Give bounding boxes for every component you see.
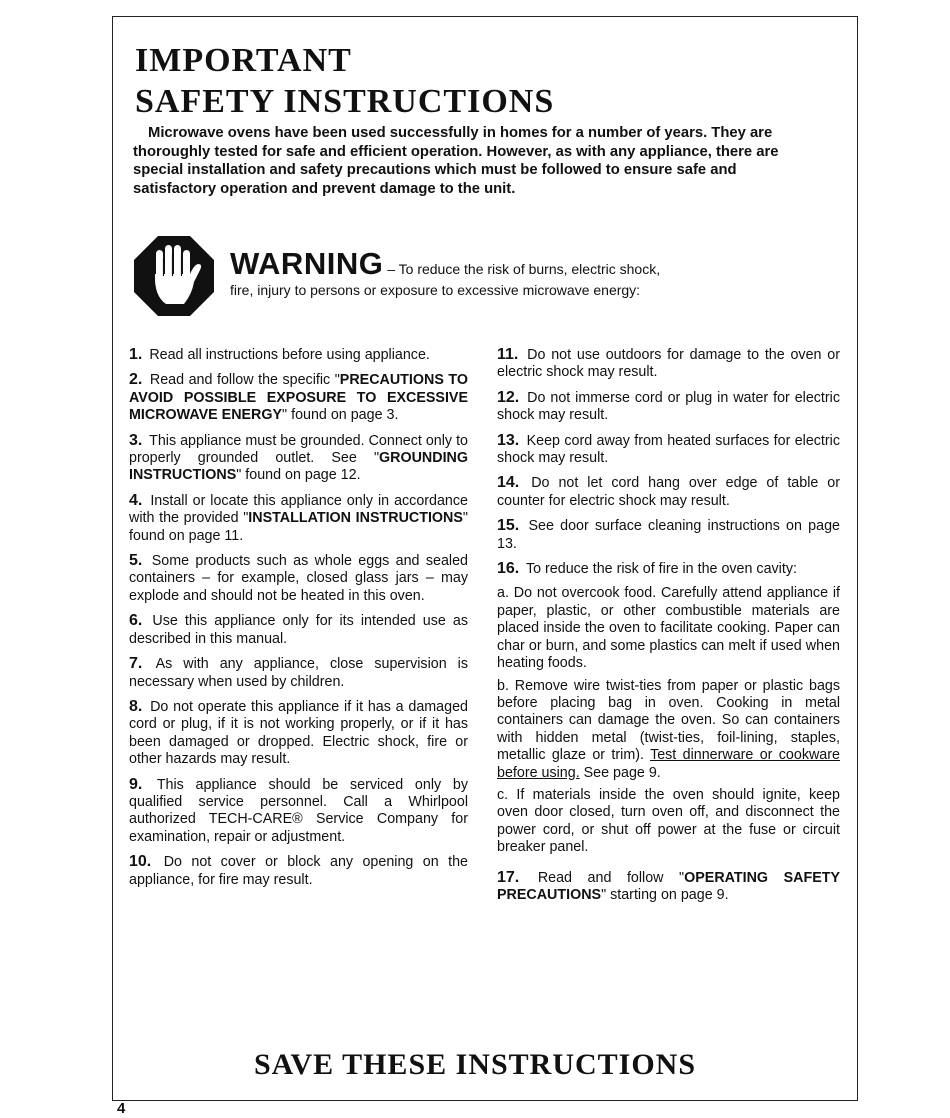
- instruction-item: [497, 389, 840, 425]
- instruction-item: [497, 517, 840, 553]
- item-number: 7.: [129, 655, 143, 673]
- instruction-item: [497, 869, 840, 905]
- item-text: Some products such as whole eggs and sealed containers – for example, closed glass jars – may explode and should not be heated in this oven.: [129, 553, 468, 604]
- item-number: 1.: [129, 346, 143, 363]
- instruction-item: [129, 432, 468, 485]
- item-emphasis: GROUNDING INSTRUCTIONS: [129, 450, 468, 484]
- item-text: Read all instructions before using appliance.: [149, 347, 430, 363]
- item-text: " found on page 12.: [236, 467, 361, 484]
- instruction-item: [497, 560, 840, 578]
- item-number: 9.: [129, 775, 143, 793]
- instruction-item: [129, 552, 468, 605]
- item-text: See page 9.: [579, 764, 661, 781]
- item-number: 10.: [129, 853, 152, 871]
- item-text: " found on page 3.: [282, 407, 399, 424]
- item-number: 6.: [129, 612, 143, 630]
- instructions-right-column: [497, 346, 840, 911]
- item-number: 4.: [129, 491, 143, 509]
- instruction-item: [129, 371, 468, 424]
- item-text: " starting on page 9.: [601, 886, 729, 903]
- instruction-item: [129, 612, 468, 648]
- item-emphasis: OPERATING SAFETY PRECAUTIONS: [497, 869, 841, 903]
- warning-text-line-2: fire, injury to persons or exposure to excessive microwave energy:: [230, 282, 641, 298]
- intro-paragraph: [133, 124, 823, 198]
- item-text: Keep cord away from heated surfaces for electric shock may result.: [497, 432, 840, 467]
- item-text: Use this appliance only for its intended use as described in this manual.: [129, 613, 468, 647]
- instructions-left-column: [129, 346, 468, 896]
- title-line-2: SAFETY INSTRUCTIONS: [135, 83, 555, 120]
- item-text: Do not use outdoors for damage to the oven or electric shock may result.: [497, 347, 840, 381]
- item-text: Read and follow ": [537, 869, 685, 886]
- item-number: 14.: [497, 474, 520, 492]
- item-emphasis: INSTALLATION INSTRUCTIONS: [248, 510, 463, 527]
- instruction-item: [129, 698, 468, 769]
- hand-stop-icon: [134, 236, 214, 316]
- item-number: 17.: [497, 868, 520, 886]
- item-text: " found on page 11.: [129, 510, 468, 544]
- instruction-item: [497, 474, 840, 510]
- item-text: Read and follow the specific ": [149, 372, 340, 389]
- instruction-item: [497, 346, 840, 382]
- instruction-item: [129, 776, 468, 847]
- item-text: Do not cover or block any opening on the appliance, for fire may result.: [129, 854, 468, 888]
- item-text: To reduce the risk of fire in the oven cavity:: [525, 561, 797, 578]
- item-number: 12.: [497, 388, 520, 406]
- item-text: Do not operate this appliance if it has a damaged cord or plug, if it is not working properly, or if it has been damaged or dropped. Electric shock, fire or other hazards may result.: [129, 698, 468, 768]
- warning-heading: WARNING: [230, 246, 384, 281]
- warning-dash: –: [383, 261, 399, 277]
- item-text: As with any appliance, close supervision is necessary when used by children.: [129, 656, 468, 690]
- item-number: 3.: [129, 431, 143, 449]
- item-text: This appliance should be serviced only by qualified service personnel. Call a Whirlpool authorized TECH-CARE® Service Company for examination, repair or adjustment.: [129, 776, 468, 845]
- item-emphasis: PRECAUTIONS TO AVOID POSSIBLE EXPOSURE TO EXCESSIVE MICROWAVE ENERGY: [129, 372, 468, 424]
- underlined-text: Test dinnerware or cookware before using.: [497, 747, 840, 781]
- item-number: 8.: [129, 697, 143, 715]
- item-text: This appliance must be grounded. Connect only to properly grounded outlet. See ": [129, 432, 468, 467]
- instruction-item: [497, 432, 840, 468]
- title-line-1: IMPORTANT: [135, 42, 352, 79]
- save-instructions-heading: SAVE THESE INSTRUCTIONS: [253, 1048, 697, 1081]
- instruction-subitem-a: a. Do not overcook food. Carefully attend appliance if paper, plastic, or other combustible materials are placed inside the oven to facilitate cooking. Paper can char or burn, and some plastics can melt if used when heating foods.: [497, 585, 840, 672]
- intro-text: Microwave ovens have been used successfully in homes for a number of years. They are thoroughly tested for safe and efficient operation. However, as with any appliance, there are special installation and safety precautions which must be followed to ensure safe and satisfactory operation and prevent damage to the unit.: [133, 125, 779, 197]
- item-number: 5.: [129, 552, 143, 570]
- item-number: 15.: [497, 517, 520, 535]
- instruction-item: [129, 492, 468, 545]
- page-number: 4: [117, 1100, 126, 1117]
- item-number: 2.: [129, 371, 143, 389]
- item-text: Install or locate this appliance only in accordance with the provided ": [129, 492, 468, 527]
- item-text: b. Remove wire twist-ties from paper or plastic bags before placing bag in oven. Cooking in metal containers can damage the oven. So can containers with hidden metal (twist-ties, foil-lining, staples, metallic glaze or trim).: [497, 677, 840, 764]
- instruction-item: [129, 655, 468, 691]
- instruction-item: [129, 853, 468, 889]
- instruction-item: [129, 346, 468, 364]
- item-number: 16.: [497, 560, 520, 578]
- instruction-subitem-b: [497, 678, 840, 782]
- item-text: See door surface cleaning instructions on page 13.: [497, 518, 840, 552]
- instruction-subitem-c: c. If materials inside the oven should ignite, keep oven door closed, turn oven off, and disconnect the power cord, or shut off power at the fuse or circuit breaker panel.: [497, 786, 840, 856]
- warning-block: [230, 248, 830, 299]
- item-text: Do not immerse cord or plug in water for electric shock may result.: [497, 389, 840, 424]
- page-title: [135, 40, 554, 122]
- item-text: Do not let cord hang over edge of table or counter for electric shock may result.: [497, 475, 840, 509]
- item-number: 13.: [497, 431, 520, 449]
- item-number: 11.: [497, 346, 519, 363]
- warning-text-line-1: To reduce the risk of burns, electric shock,: [398, 261, 661, 277]
